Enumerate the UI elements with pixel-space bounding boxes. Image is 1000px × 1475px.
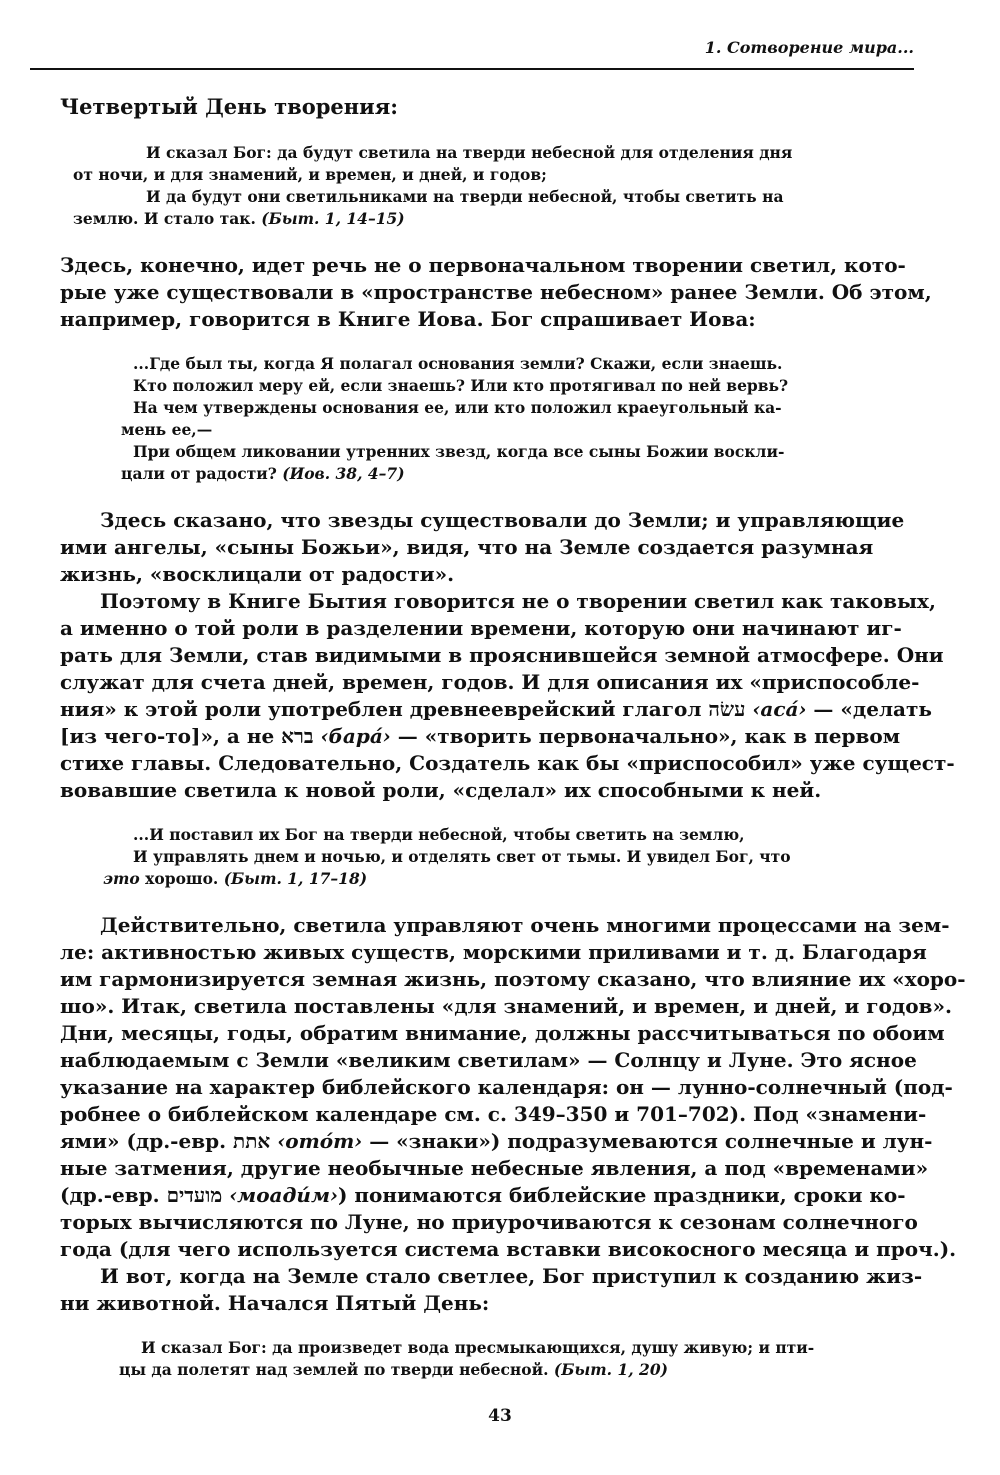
running-header	[30, 36, 914, 70]
paragraph-3	[60, 588, 955, 804]
running-title: 1. Сотворение мира...	[704, 38, 914, 57]
text-line: стихе главы. Следовательно, Создатель как бы «приспособил» уже сущест-	[60, 751, 955, 775]
quote-line: И управлять днем и ночью, и отделять свет от тьмы. И увидел Бог, что	[133, 847, 791, 866]
quote-line: мень ее,—	[121, 420, 213, 439]
quote-line: от ночи, и для знамений, и времен, и дней, и годов;	[73, 165, 547, 184]
scripture-quote-3	[73, 824, 916, 890]
quote-line: ...И поставил их Бог на тверди небесной, чтобы светить на землю,	[133, 825, 745, 844]
hebrew-word: ברא	[281, 724, 314, 748]
transliteration: ‹моади́м›	[229, 1183, 338, 1207]
scripture-quote-2	[73, 353, 916, 485]
text-line: года (для чего используется система вставки високосного месяца и проч.).	[60, 1237, 957, 1261]
text-line: Дни, месяцы, годы, обратим внимание, должны рассчитываться по обоим	[60, 1021, 945, 1045]
quote-segment: хорошо.	[145, 869, 219, 888]
paragraph-4	[60, 912, 966, 1263]
text-line: указание на характер библейского календаря: он — лунно-солнечный (под-	[60, 1075, 953, 1099]
quote-line: Кто положил меру ей, если знаешь? Или кто протягивал по ней вервь?	[133, 376, 789, 395]
text-segment: (др.-евр.	[60, 1183, 160, 1207]
text-segment: [из чего-то]», а не	[60, 724, 275, 748]
paragraph-1	[60, 252, 932, 333]
hebrew-word: אתת	[233, 1129, 271, 1153]
paragraph-5	[60, 1263, 923, 1317]
hebrew-word: עשׂה	[708, 697, 746, 721]
paragraph-2	[60, 507, 916, 588]
quote-line: ...Где был ты, когда Я полагал основания земли? Скажи, если знаешь.	[133, 354, 783, 373]
text-line: Действительно, светила управляют очень многими процессами на зем-	[100, 913, 950, 937]
scripture-quote-1	[73, 142, 916, 230]
text-line: ими ангелы, «сыны Божьи», видя, что на Земле создается разумная	[60, 535, 874, 559]
quote-line: И сказал Бог: да произведет вода пресмыкающихся, душу живую; и пти-	[141, 1338, 815, 1357]
text-line: И вот, когда на Земле стало светлее, Бог приступил к созданию жиз-	[100, 1264, 923, 1288]
text-line: рые уже существовали в «пространстве небесном» ранее Земли. Об этом,	[60, 280, 932, 304]
text-line: Здесь, конечно, идет речь не о первоначальном творении светил, кото-	[60, 253, 906, 277]
quote-line: цали от радости?	[121, 464, 277, 483]
text-line: наблюдаемым с Земли «великим светилам» — Солнцу и Луне. Это ясное	[60, 1048, 917, 1072]
page-body	[60, 94, 966, 1403]
hebrew-word: מועדים	[166, 1183, 223, 1207]
text-line: ни животной. Начался Пятый День:	[60, 1291, 490, 1315]
quote-segment: это	[103, 869, 140, 888]
text-line: например, говорится в Книге Иова. Бог спрашивает Иова:	[60, 307, 756, 331]
transliteration: ‹аса́›	[752, 697, 807, 721]
scripture-quote-4	[73, 1337, 916, 1381]
section-heading: Четвертый День творения:	[60, 94, 398, 119]
scripture-reference: (Быт. 1, 14–15)	[261, 209, 405, 228]
scripture-reference: (Иов. 38, 4–7)	[282, 464, 405, 483]
quote-line: И да будут они светильниками на тверди небесной, чтобы светить на	[146, 187, 784, 206]
quote-line: землю. И стало так.	[73, 209, 256, 228]
scripture-reference: (Быт. 1, 20)	[553, 1360, 668, 1379]
transliteration: ‹бара́›	[320, 724, 391, 748]
quote-line: На чем утверждены основания ее, или кто положил краеугольный ка-	[133, 398, 782, 417]
text-line: рать для Земли, став видимыми в прояснившейся земной атмосфере. Они	[60, 643, 944, 667]
text-line: ле: активностью живых существ, морскими приливами и т. д. Благодаря	[60, 940, 927, 964]
transliteration: ‹ото́т›	[277, 1129, 363, 1153]
text-segment: — «творить первоначально», как в первом	[397, 724, 901, 748]
quote-line: При общем ликовании утренних звезд, когда все сыны Божии воскли-	[133, 442, 785, 461]
text-line: Здесь сказано, что звезды существовали до Земли; и управляющие	[100, 508, 905, 532]
page-number: 43	[488, 1406, 512, 1426]
text-segment: — «знаки») подразумеваются солнечные и лун-	[369, 1129, 933, 1153]
text-line: ные затмения, другие необычные небесные явления, а под «временами»	[60, 1156, 929, 1180]
text-line: им гармонизируется земная жизнь, поэтому сказано, что влияние их «хоро-	[60, 967, 966, 991]
text-segment: ями» (др.-евр.	[60, 1129, 227, 1153]
scripture-reference: (Быт. 1, 17–18)	[223, 869, 368, 888]
text-line: а именно о той роли в разделении времени, которую они начинают иг-	[60, 616, 902, 640]
text-line: вовавшие светила к новой роли, «сделал» их способными к ней.	[60, 778, 822, 802]
text-segment: ния» к этой роли употреблен древнееврейский глагол	[60, 697, 702, 721]
text-line: торых вычисляются по Луне, но приурочиваются к сезонам солнечного	[60, 1210, 918, 1234]
quote-line: И сказал Бог: да будут светила на тверди небесной для отделения дня	[146, 143, 793, 162]
quote-line: цы да полетят над землей по тверди небесной.	[119, 1360, 549, 1379]
text-line: жизнь, «восклицали от радости».	[60, 562, 455, 586]
text-line: робнее о библейском календаре см. с. 349–350 и 701–702). Под «знамени-	[60, 1102, 927, 1126]
text-line: шо». Итак, светила поставлены «для знамений, и времен, и дней, и годов».	[60, 994, 952, 1018]
text-line: Поэтому в Книге Бытия говорится не о творении светил как таковых,	[100, 589, 936, 613]
text-line: служат для счета дней, времен, годов. И для описания их «приспособле-	[60, 670, 920, 694]
text-segment: — «делать	[813, 697, 932, 721]
text-segment: ) понимаются библейские праздники, сроки ко-	[337, 1183, 906, 1207]
